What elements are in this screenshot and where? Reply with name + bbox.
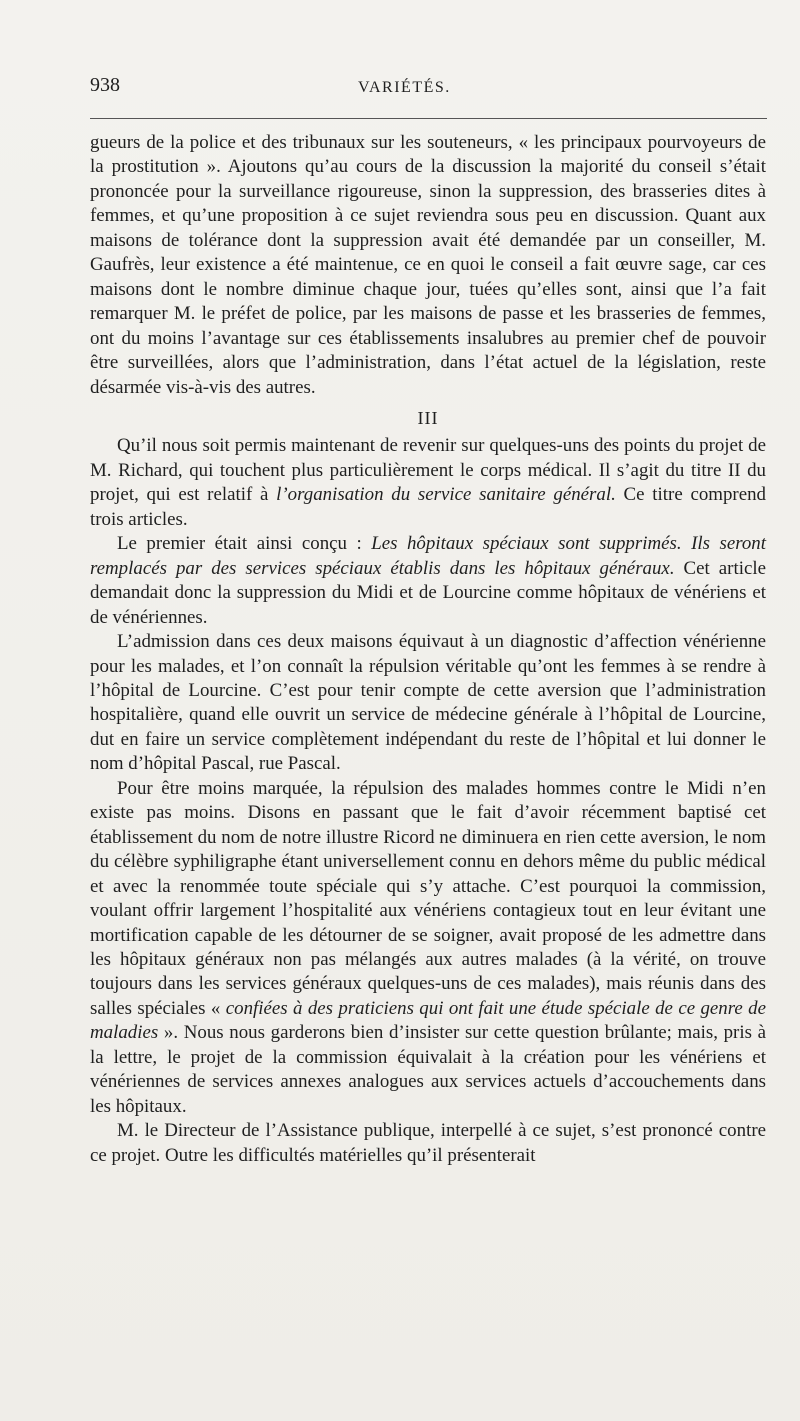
paragraph-first-article-end: Cet article demandait donc la suppression du Midi et de Lourcine comme hôpitaux de vénériens et de vénériennes.: [90, 557, 766, 628]
page-header: [90, 74, 756, 106]
header-rule: [90, 118, 767, 119]
paragraph-first-article-italic: Les hôpitaux spéciaux sont supprimés. Ils seront remplacés par des services spéciaux établis dans les hôpitaux généraux.: [90, 533, 766, 579]
section-title: III: [417, 407, 439, 428]
article-body: [90, 131, 766, 1168]
paragraph-repulsion-start: Pour être moins marquée, la répulsion des malades hommes contre le Midi n’en existe pas moins. Disons en passant que le fait d’avoir récemment baptisé cet établissement du nom de notre illustre Ricord ne diminuera en rien cette aversion, le nom du célèbre syphiligraphe étant universellement connu en dehors même du public médical et avec la renommée toute spéciale qui s’y attache. C’est pourquoi la commission, voulant offrir largement l’hospitalité aux vénériens contagieux tout en leur évitant une mortification capable de les détourner de se soigner, avait proposé de les admettre dans les hôpitaux généraux non pas mélangés aux autres malades (à la vérité, on trouve toujours dans les services généraux quelques-uns de ces malades), mais réunis dans des salles spéciales «: [90, 777, 766, 1019]
paragraph-director: M. le Directeur de l’Assistance publique, interpellé à ce sujet, s’est prononcé contre ce projet. Outre les difficultés matérielles qu’il présenterait: [90, 1120, 766, 1166]
paragraph-first-article-start: Le premier était ainsi conçu :: [117, 533, 372, 555]
paragraph-repulsion: [90, 777, 766, 1119]
paragraph-project-title: [90, 434, 766, 532]
page-number: 938: [90, 74, 120, 96]
paragraph-continuation: gueurs de la police et des tribunaux sur les souteneurs, « les principaux pourvoyeurs de la prostitution ». Ajoutons qu’au cours de la discussion la majorité du conseil s’était prononcée pour la surveillance rigoureuse, sinon la suppression, des brasseries dites à femmes, et qu’une proposition à ce sujet reviendra sous peu en discussion. Quant aux maisons de tolérance dont la suppression avait été demandée par un conseiller, M. Gaufrès, leur existence a été maintenue, ce en quoi le conseil a fait œuvre sage, car ces maisons dont le nombre diminue chaque jour, tuées qu’elles sont, ainsi que l’a fait remarquer M. le préfet de police, par les maisons de passe et les brasseries de femmes, ont du moins l’avantage sur ces établissements insalubres au premier chef de pouvoir être surveillées, alors que l’administration, dans l’état actuel de la législation, reste désarmée vis-à-vis des autres.: [90, 132, 766, 398]
running-head: VARIÉTÉS.: [358, 79, 451, 96]
paragraph-repulsion-italic: confiées à des praticiens qui ont fait une étude spéciale de ce genre de maladies: [90, 997, 766, 1044]
paragraph-admission: L’admission dans ces deux maisons équivaut à un diagnostic d’affection vénérienne pour les malades, et l’on connaît la répulsion véritable qu’ont les femmes à se rendre à l’hôpital de Lourcine. C’est pour tenir compte de cette aversion que l’administration hospitalière, quand elle ouvrit un service de médecine générale à l’hôpital de Lourcine, dut en faire un service complètement indépendant du reste de l’hôpital et lui donner le nom d’hôpital Pascal, rue Pascal.: [90, 631, 766, 775]
paragraph-repulsion-end: ». Nous nous garderons bien d’insister sur cette question brûlante; mais, pris à la lettre, le projet de la commission équivalait à la création pour les vénériens et vénériennes de services annexes analogues aux services actuels d’accouchements dans les hôpitaux.: [90, 1022, 766, 1117]
paragraph-first-article: [90, 532, 766, 630]
paragraph-project-title-italic: l’organisation du service sanitaire général.: [276, 484, 616, 506]
paragraph-project-title-start: Qu’il nous soit permis maintenant de revenir sur quelques-uns des points du projet de M. Richard, qui touchent plus particulièrement le corps médical. Il s’agit du titre II du projet, qui est relatif à: [90, 435, 766, 506]
paragraph-project-title-end: Ce titre comprend trois articles.: [90, 484, 766, 530]
